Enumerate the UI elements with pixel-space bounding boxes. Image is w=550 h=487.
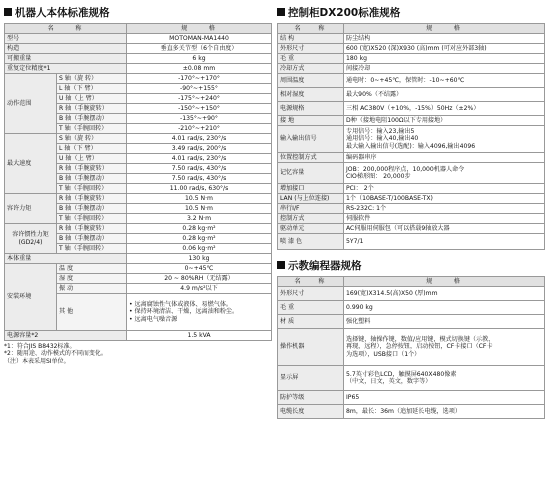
row-value: 6 kg bbox=[127, 54, 272, 64]
row-label: 材 质 bbox=[278, 315, 344, 329]
header-spec: 规 格 bbox=[344, 277, 545, 287]
axis-label: T 轴（手腕回转） bbox=[57, 214, 127, 224]
row-label: 周围温度 bbox=[278, 74, 344, 88]
group-label-torque: 容许力矩 bbox=[5, 194, 57, 224]
axis-label: T 轴（手腕回转） bbox=[57, 184, 127, 194]
row-value: 最大90%（不结露） bbox=[344, 88, 545, 102]
row-value: 0.990 kg bbox=[344, 301, 545, 315]
group-label-speed: 最大速度 bbox=[5, 134, 57, 194]
axis-label: B 轴（手腕摆动） bbox=[57, 114, 127, 124]
row-value: 169(宽)X314.5(高)X50 (厚)mm bbox=[344, 287, 545, 301]
table-row bbox=[278, 214, 545, 224]
row-label: LAN (与上位连接) bbox=[278, 194, 344, 204]
axis-value: 0.28 kg·m² bbox=[127, 224, 272, 234]
table-row bbox=[5, 224, 272, 234]
row-label: 防护等级 bbox=[278, 391, 344, 405]
row-label: 电源容量*2 bbox=[5, 331, 127, 341]
table-header-row bbox=[278, 24, 545, 34]
row-value: 600 (宽)X520 (深)X930 (高)mm (可对应外部3轴) bbox=[344, 44, 545, 54]
table-row bbox=[278, 163, 545, 184]
row-label: 构造 bbox=[5, 44, 127, 54]
square-bullet-icon bbox=[277, 261, 285, 269]
row-label: 控制方式 bbox=[278, 214, 344, 224]
axis-value: 3.2 N·m bbox=[127, 214, 272, 224]
axis-value: 0.06 kg·m² bbox=[127, 244, 272, 254]
table-row bbox=[278, 301, 545, 315]
table-row bbox=[278, 234, 545, 250]
row-value: 5Y7/1 bbox=[344, 234, 545, 250]
row-label: 可搬重量 bbox=[5, 54, 127, 64]
footnote: *2：随用途、动作模式的不同而变化。 bbox=[4, 350, 107, 358]
table-row bbox=[278, 204, 545, 214]
table-row bbox=[278, 64, 545, 74]
row-label: 结 构 bbox=[278, 34, 344, 44]
robot-spec-column bbox=[4, 6, 272, 365]
axis-label: R 轴（手腕旋转） bbox=[57, 164, 127, 174]
row-value: 强化塑料 bbox=[344, 315, 545, 329]
controller-spec-table bbox=[277, 23, 545, 250]
axis-label: L 轴（下 臂） bbox=[57, 144, 127, 154]
axis-label: L 轴（下 臂） bbox=[57, 84, 127, 94]
row-label: 喷 漆 色 bbox=[278, 234, 344, 250]
row-label: 电源规格 bbox=[278, 102, 344, 116]
pendant-spec-table bbox=[277, 276, 545, 419]
row-label: 外形尺寸 bbox=[278, 287, 344, 301]
axis-label: U 轴（上 臂） bbox=[57, 154, 127, 164]
pendant-spec-title bbox=[277, 259, 545, 274]
row-label: 本体重量 bbox=[5, 254, 127, 264]
axis-label: T 轴（手腕回转） bbox=[57, 124, 127, 134]
table-row bbox=[5, 44, 272, 54]
table-header-row bbox=[278, 277, 545, 287]
axis-label: S 轴（旋 转） bbox=[57, 74, 127, 84]
row-label: 毛 重 bbox=[278, 301, 344, 315]
row-label: 增加接口 bbox=[278, 184, 344, 194]
table-row bbox=[278, 74, 545, 88]
table-row bbox=[278, 54, 545, 64]
table-row bbox=[278, 184, 545, 194]
row-label: 外形尺寸 bbox=[278, 44, 344, 54]
axis-value: -170°~+170° bbox=[127, 74, 272, 84]
table-row bbox=[278, 329, 545, 366]
row-label: 冷却方式 bbox=[278, 64, 344, 74]
row-label: 串行I/F bbox=[278, 204, 344, 214]
table-row bbox=[278, 34, 545, 44]
group-label-env: 安装环境 bbox=[5, 264, 57, 331]
row-value: 1个（10BASE-T/100BASE-TX) bbox=[344, 194, 545, 204]
table-row bbox=[278, 194, 545, 204]
row-label: 电缆长度 bbox=[278, 405, 344, 419]
table-row bbox=[5, 264, 272, 274]
axis-value: 11.00 rad/s, 630°/s bbox=[127, 184, 272, 194]
row-value: 防尘结构 bbox=[344, 34, 545, 44]
table-row bbox=[278, 116, 545, 126]
row-value: ±0.08 mm bbox=[127, 64, 272, 74]
env-label: 振 动 bbox=[57, 284, 127, 294]
row-label: 接 地 bbox=[278, 116, 344, 126]
io-value: 专用信号：输入23,输出5 通用信号：输入40,输出40 最大输入输出信号(选配)：输入4096,输出4096 bbox=[344, 126, 545, 153]
axis-label: B 轴（手腕摆动） bbox=[57, 174, 127, 184]
row-value: 伺服软件 bbox=[344, 214, 545, 224]
square-bullet-icon bbox=[4, 8, 12, 16]
axis-value: 10.5 N·m bbox=[127, 194, 272, 204]
row-value: 三相 AC380V（+10%，-15%）50Hz（±2%） bbox=[344, 102, 545, 116]
table-row bbox=[278, 287, 545, 301]
row-value: MOTOMAN-MA1440 bbox=[127, 34, 272, 44]
row-label: 相对湿度 bbox=[278, 88, 344, 102]
axis-value: 7.50 rad/s, 430°/s bbox=[127, 174, 272, 184]
axis-value: -135°~+90° bbox=[127, 114, 272, 124]
table-row bbox=[5, 54, 272, 64]
axis-value: -90°~+155° bbox=[127, 84, 272, 94]
axis-value: 0.28 kg·m² bbox=[127, 234, 272, 244]
table-row bbox=[5, 254, 272, 264]
env-label: 温 度 bbox=[57, 264, 127, 274]
table-header-row bbox=[5, 24, 272, 34]
axis-value: -175°~+240° bbox=[127, 94, 272, 104]
footnotes bbox=[4, 343, 272, 365]
row-value: 1.5 kVA bbox=[127, 331, 272, 341]
table-row bbox=[5, 74, 272, 84]
env-value: 20 ~ 80%RH（无结露） bbox=[127, 274, 272, 284]
axis-value: 10.5 N·m bbox=[127, 204, 272, 214]
display-value: 5.7英寸彩色LCD，触摸屏640X480像素 （中文，日文，英文，数字等） bbox=[344, 366, 545, 391]
controller-spec-title-text: 控制柜DX200标准规格 bbox=[288, 7, 401, 19]
footnote: *1：符合JIS B8432标准。 bbox=[4, 343, 76, 350]
axis-value: -150°~+150° bbox=[127, 104, 272, 114]
table-row bbox=[278, 224, 545, 234]
row-label: 重复定位精度*1 bbox=[5, 64, 127, 74]
row-value: 编码器串序 bbox=[344, 153, 545, 163]
table-row bbox=[278, 126, 545, 153]
controller-spec-title bbox=[277, 6, 545, 21]
row-label: 操作机器 bbox=[278, 329, 344, 366]
table-row bbox=[278, 315, 545, 329]
axis-label: R 轴（手腕旋转） bbox=[57, 224, 127, 234]
axis-label: T 轴（手腕回转） bbox=[57, 244, 127, 254]
row-label: 毛 重 bbox=[278, 54, 344, 64]
memory-value: JOB：200,000程序点，10,000机器人命令 CIO梯形图： 20,000步 bbox=[344, 163, 545, 184]
axis-label: R 轴（手腕旋转） bbox=[57, 104, 127, 114]
pendant-spec-title-text: 示教编程器规格 bbox=[288, 260, 362, 272]
ops-value: 选择键，轴操作键，数值/应用键，模式切换键（示教、 再现，远程），急停按钮，启动按钮，CF卡接口（CF卡 为选项），USB接口（1个） bbox=[344, 329, 545, 366]
axis-label: R 轴（手腕旋转） bbox=[57, 194, 127, 204]
axis-value: 4.01 rad/s, 230°/s bbox=[127, 154, 272, 164]
env-value: 0~+45℃ bbox=[127, 264, 272, 274]
row-value: 间接冷却 bbox=[344, 64, 545, 74]
row-label: 输入输出信号 bbox=[278, 126, 344, 153]
row-value: D种（接地电阻100Ω以下专用接地） bbox=[344, 116, 545, 126]
row-value: 垂直多关节型（6个自由度） bbox=[127, 44, 272, 54]
axis-value: 7.50 rad/s, 430°/s bbox=[127, 164, 272, 174]
header-name: 名 称 bbox=[5, 24, 127, 34]
header-name: 名 称 bbox=[278, 24, 344, 34]
header-spec: 规 格 bbox=[344, 24, 545, 34]
square-bullet-icon bbox=[277, 8, 285, 16]
env-label: 其 他 bbox=[57, 294, 127, 331]
table-row bbox=[278, 391, 545, 405]
footnote: （注）本表采用SI单位。 bbox=[4, 357, 70, 365]
table-row bbox=[278, 102, 545, 116]
row-label: 位置控制方式 bbox=[278, 153, 344, 163]
robot-spec-title-text: 机器人本体标准规格 bbox=[15, 7, 110, 19]
row-value: PCI： 2个 bbox=[344, 184, 545, 194]
axis-label: B 轴（手腕摆动） bbox=[57, 204, 127, 214]
table-row bbox=[5, 64, 272, 74]
row-label: 驱动单元 bbox=[278, 224, 344, 234]
table-row bbox=[278, 366, 545, 391]
axis-label: U 轴（上 臂） bbox=[57, 94, 127, 104]
env-label: 湿 度 bbox=[57, 274, 127, 284]
header-name: 名 称 bbox=[278, 277, 344, 287]
table-row bbox=[278, 405, 545, 419]
env-other-value: • 远离腐蚀性气体或液体、易燃气体。 • 保持环境清洁、干燥，远离油和粉尘。 • 远离电气噪音源 bbox=[127, 294, 272, 331]
axis-value: 4.01 rad/s, 230°/s bbox=[127, 134, 272, 144]
row-label: 记忆容量 bbox=[278, 163, 344, 184]
row-value: IP65 bbox=[344, 391, 545, 405]
axis-value: -210°~+210° bbox=[127, 124, 272, 134]
row-label: 显示屏 bbox=[278, 366, 344, 391]
axis-label: S 轴（旋 转） bbox=[57, 134, 127, 144]
row-value: AC伺服用伺服包（可以搭载9轴放大器 bbox=[344, 224, 545, 234]
table-row bbox=[5, 331, 272, 341]
table-row bbox=[278, 153, 545, 163]
robot-spec-title bbox=[4, 6, 272, 21]
row-value: 130 kg bbox=[127, 254, 272, 264]
group-label-inertia: 容许惯性力矩 (GD2/4) bbox=[5, 224, 57, 254]
robot-spec-table bbox=[4, 23, 272, 341]
table-row bbox=[278, 88, 545, 102]
table-row bbox=[5, 134, 272, 144]
row-value: 8m，最长：36m（追加延长电缆，选项） bbox=[344, 405, 545, 419]
env-value: 4.9 m/s²以下 bbox=[127, 284, 272, 294]
axis-value: 3.49 rad/s, 200°/s bbox=[127, 144, 272, 154]
header-spec: 规 格 bbox=[127, 24, 272, 34]
row-label: 型号 bbox=[5, 34, 127, 44]
table-row bbox=[5, 194, 272, 204]
row-value: 180 kg bbox=[344, 54, 545, 64]
axis-label: B 轴（手腕摆动） bbox=[57, 234, 127, 244]
row-value: 通电时：0~+45℃，保管时：-10~+60℃ bbox=[344, 74, 545, 88]
row-value: RS-232C: 1个 bbox=[344, 204, 545, 214]
table-row bbox=[5, 34, 272, 44]
group-label-range: 动作范围 bbox=[5, 74, 57, 134]
controller-spec-column bbox=[277, 6, 545, 419]
table-row bbox=[278, 44, 545, 54]
